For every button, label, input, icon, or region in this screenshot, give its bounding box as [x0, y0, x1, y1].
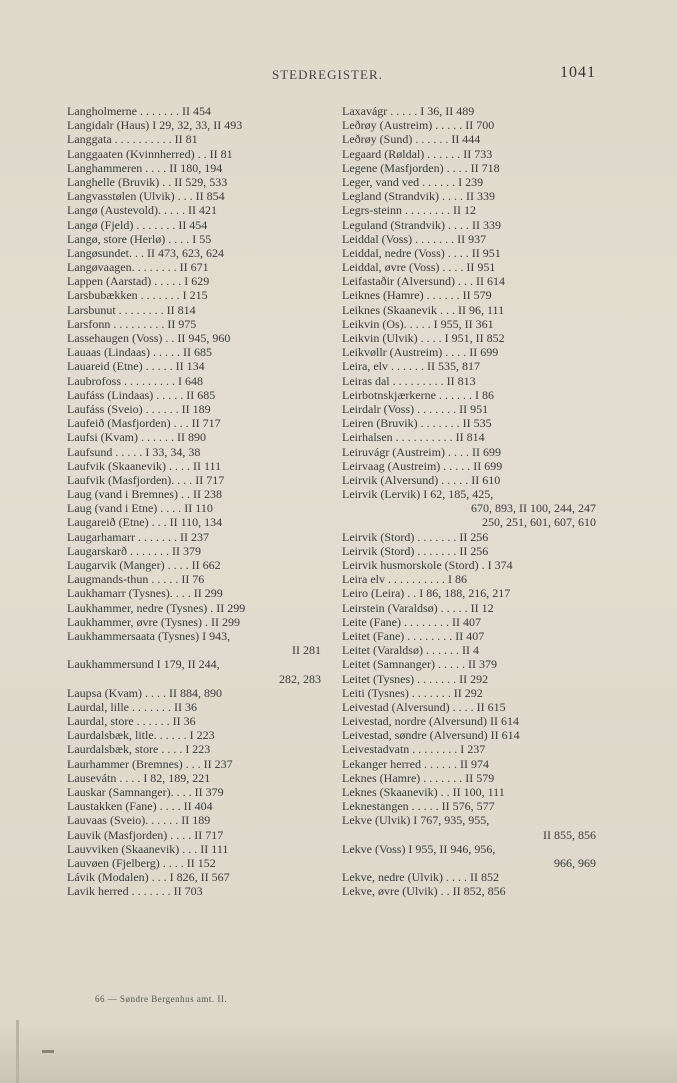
index-entry: Laukhamarr (Tysnes). . . . II 299	[67, 586, 223, 601]
index-entry: Lassehaugen (Voss) . . II 945, 960	[67, 331, 231, 345]
index-entry: 250, 251, 601, 607, 610	[482, 515, 596, 530]
index-entry: 670, 893, II 100, 244, 247	[471, 501, 596, 516]
footnote: 66 — Søndre Bergenhus amt. II.	[95, 994, 228, 1004]
index-entry: Laufvik (Skaanevik) . . . . II 111	[67, 458, 222, 473]
index-entry: Legaard (Røldal) . . . . . . II 733	[342, 146, 493, 161]
index-entry: Leitet (Varaldsø) . . . . . . II 4	[342, 643, 479, 658]
index-column-left	[67, 104, 321, 899]
index-entry: Leira, elv . . . . . . II 535, 817	[342, 359, 480, 374]
index-entry: Laufáss (Lindaas) . . . . . II 685	[67, 387, 216, 402]
index-entry: Leirdalr (Voss) . . . . . . . II 951	[342, 401, 489, 416]
index-entry: Leiknes (Skaanevik . . . II 96, 111	[342, 302, 505, 317]
index-entry: Leiruvágr (Austreim) . . . . II 699	[342, 444, 501, 459]
index-entry: Langidalr (Haus) I 29, 32, 33, II 493	[67, 118, 243, 133]
page-title: STEDREGISTER.	[272, 67, 383, 82]
index-entry: Langhammeren . . . . II 180, 194	[67, 160, 223, 175]
index-entry: Leikvin (Ulvik) . . . . I 951, II 852	[342, 331, 505, 345]
index-entry: Leirbotnskjærkerne . . . . . . I 86	[342, 387, 494, 402]
index-entry: Leirhalsen . . . . . . . . . . II 814	[342, 430, 485, 445]
index-entry: Leiti (Tysnes) . . . . . . . II 292	[342, 685, 483, 700]
index-entry: Lauareid (Etne) . . . . . II 134	[67, 359, 205, 374]
index-entry: Lávik (Modalen) . . . I 826, II 567	[67, 870, 230, 885]
index-entry: Laukhammersund I 179, II 244,	[67, 657, 220, 672]
index-entry: Legland (Strandvik) . . . . II 339	[342, 189, 495, 204]
index-entry: Lauskar (Samnanger). . . . II 379	[67, 785, 224, 799]
index-entry: Leiddal, øvre (Voss) . . . . II 951	[342, 260, 496, 275]
index-entry: Lekanger herred . . . . . . II 974	[342, 756, 489, 771]
index-entry: Lekve, øvre (Ulvik) . . II 852, 856	[342, 884, 506, 899]
index-entry: Leivestadvatn . . . . . . . . I 237	[342, 742, 486, 757]
index-entry: Leitet (Tysnes) . . . . . . . II 292	[342, 671, 489, 686]
index-entry: Leknestangen . . . . . II 576, 577	[342, 799, 495, 814]
index-entry: Laukhammer, nedre (Tysnes) . II 299	[67, 600, 246, 615]
index-entry: Laugarvik (Manger) . . . . II 662	[67, 558, 221, 572]
index-entry: II 281	[292, 643, 321, 658]
index-entry: Leknes (Hamre) . . . . . . . II 579	[342, 770, 495, 785]
index-entry: Leknes (Skaanevik) . . II 100, 111	[342, 785, 505, 799]
index-entry: Langgaaten (Kvinnherred) . . II 81	[67, 146, 233, 161]
index-entry: Leitet (Fane) . . . . . . . . II 407	[342, 628, 485, 643]
index-entry: Leivestad (Alversund) . . . . II 615	[342, 699, 506, 714]
index-entry: Laustakken (Fane) . . . . II 404	[67, 799, 213, 814]
index-entry: Lekve, nedre (Ulvik) . . . . II 852	[342, 870, 499, 885]
margin-mark	[42, 1050, 54, 1053]
index-entry: Lauvaas (Sveio). . . . . . II 189	[67, 813, 211, 828]
index-entry: Langgata . . . . . . . . . . II 81	[67, 132, 198, 147]
index-entry: Lekve (Ulvik) I 767, 935, 955,	[342, 813, 490, 828]
index-entry: Laurdal, store . . . . . . II 36	[67, 714, 196, 729]
index-entry: Lauvøen (Fjelberg) . . . . II 152	[67, 855, 216, 870]
index-entry: Leiren (Bruvik) . . . . . . . II 535	[342, 416, 492, 431]
index-entry: Laurdalsbæk, litle. . . . . . I 223	[67, 728, 215, 743]
index-entry: Laufsi (Kvam) . . . . . . II 890	[67, 430, 206, 445]
index-entry: Leite (Fane) . . . . . . . . II 407	[342, 614, 481, 629]
page-number: 1041	[560, 64, 596, 81]
index-entry: Leirvik (Stord) . . . . . . . II 256	[342, 529, 489, 544]
index-entry: Laukhammer, øvre (Tysnes) . II 299	[67, 614, 240, 629]
index-entry: Larsfonn . . . . . . . . . II 975	[67, 316, 197, 331]
index-entry: Leira elv . . . . . . . . . . I 86	[342, 572, 467, 587]
index-entry: Langholmerne . . . . . . . II 454	[67, 104, 211, 118]
index-entry: Leirstein (Varaldsø) . . . . . II 12	[342, 600, 494, 615]
index-entry: Langø (Fjeld) . . . . . . . II 454	[67, 217, 208, 232]
index-entry: Laurhammer (Bremnes) . . . II 237	[67, 756, 233, 771]
page-header	[0, 64, 677, 86]
index-entry: Laupsa (Kvam) . . . . II 884, 890	[67, 685, 222, 700]
index-entry: II 855, 856	[543, 827, 596, 842]
index-entry: Laug (vand i Bremnes) . . II 238	[67, 487, 222, 502]
index-entry: Lekve (Voss) I 955, II 946, 956,	[342, 841, 496, 856]
index-entry: Laufsund . . . . . I 33, 34, 38	[67, 444, 201, 459]
index-entry: Leifastaðir (Alversund) . . . II 614	[342, 274, 505, 289]
index-entry: Leger, vand ved . . . . . . I 239	[342, 174, 484, 189]
index-entry: Lauvik (Masfjorden) . . . . II 717	[67, 827, 224, 842]
index-entry: Lauvviken (Skaanevik) . . . II 111	[67, 841, 229, 856]
index-entry: Lausevátn . . . . I 82, 189, 221	[67, 770, 211, 785]
index-entry: Langhelle (Bruvik) . . II 529, 533	[67, 174, 228, 189]
index-entry: Laurdal, lille . . . . . . . II 36	[67, 699, 197, 714]
index-entry: Laufáss (Sveio) . . . . . . II 189	[67, 401, 211, 416]
index-entry: Leirvik (Stord) . . . . . . . II 256	[342, 543, 489, 558]
index-entry: Leðrøy (Sund) . . . . . . II 444	[342, 132, 481, 147]
index-entry: Laxavágr . . . . . I 36, II 489	[342, 104, 475, 118]
page-bottom-shadow	[0, 1022, 677, 1083]
index-entry: Leiddal (Voss) . . . . . . . II 937	[342, 231, 487, 246]
index-entry: Lavik herred . . . . . . . II 703	[67, 884, 203, 899]
index-entry: Leirvik (Alversund) . . . . . II 610	[342, 472, 501, 487]
index-entry: Legrs-steinn . . . . . . . . II 12	[342, 203, 476, 218]
index-entry: Laufvik (Masfjorden). . . . II 717	[67, 472, 225, 487]
index-entry: Laurdalsbæk, store . . . . I 223	[67, 742, 211, 757]
index-entry: Laugareið (Etne) . . . II 110, 134	[67, 515, 223, 530]
index-entry: Langø (Austevold). . . . . II 421	[67, 203, 217, 218]
index-entry: Leirvaag (Austreim) . . . . . II 699	[342, 458, 503, 473]
index-entry: Langø, store (Herlø) . . . . I 55	[67, 231, 212, 246]
index-entry: Lappen (Aarstad) . . . . . I 629	[67, 274, 210, 289]
index-entry: Leirvik (Lervik) I 62, 185, 425,	[342, 487, 494, 502]
index-entry: Larsbubækken . . . . . . . I 215	[67, 288, 208, 303]
index-entry: Laufeið (Masfjorden) . . . II 717	[67, 416, 221, 431]
index-entry: Leirvik husmorskole (Stord) . I 374	[342, 558, 513, 572]
index-entry: Leikvøllr (Austreim) . . . . II 699	[342, 345, 499, 360]
index-entry: Leiras dal . . . . . . . . . II 813	[342, 373, 476, 388]
index-entry: Lauaas (Lindaas) . . . . . II 685	[67, 345, 212, 360]
index-entry: Leivestad, nordre (Alversund) II 614	[342, 714, 519, 729]
index-entry: Legene (Masfjorden) . . . . II 718	[342, 160, 500, 175]
index-entry: Larsbunut . . . . . . . . II 814	[67, 302, 196, 317]
index-entry: Leiknes (Hamre) . . . . . . II 579	[342, 288, 492, 303]
index-entry: Laubrofoss . . . . . . . . . I 648	[67, 373, 203, 388]
index-column-right	[342, 104, 596, 899]
index-entry: Langøvaagen. . . . . . . . II 671	[67, 260, 209, 275]
index-entry: Leiro (Leira) . . I 86, 188, 216, 217	[342, 586, 511, 601]
index-entry: Leguland (Strandvik) . . . . II 339	[342, 217, 501, 232]
index-entry: Laug (vand i Etne) . . . . II 110	[67, 501, 213, 516]
index-entry: Leikvin (Os). . . . . I 955, II 361	[342, 316, 494, 331]
index-entry: Laugarhamarr . . . . . . . II 237	[67, 529, 209, 544]
index-entry: Leiddal, nedre (Voss) . . . . II 951	[342, 245, 501, 260]
index-entry: Leivestad, søndre (Alversund) II 614	[342, 728, 520, 743]
index-entry: Langøsundet. . . II 473, 623, 624	[67, 245, 224, 260]
index-entry: Leðrøy (Austreim) . . . . . II 700	[342, 118, 495, 133]
index-entry: Langvasstølen (Ulvik) . . . II 854	[67, 189, 225, 204]
index-entry: 282, 283	[279, 671, 321, 686]
index-entry: Laukhammersaata (Tysnes) I 943,	[67, 628, 231, 643]
page-edge	[16, 1020, 19, 1083]
index-entry: Leitet (Samnanger) . . . . . II 379	[342, 657, 497, 672]
index-entry: Laugarskarð . . . . . . . II 379	[67, 543, 201, 558]
index-entry: Laugmands-thun . . . . . II 76	[67, 572, 205, 587]
index-entry: 966, 969	[554, 855, 596, 870]
